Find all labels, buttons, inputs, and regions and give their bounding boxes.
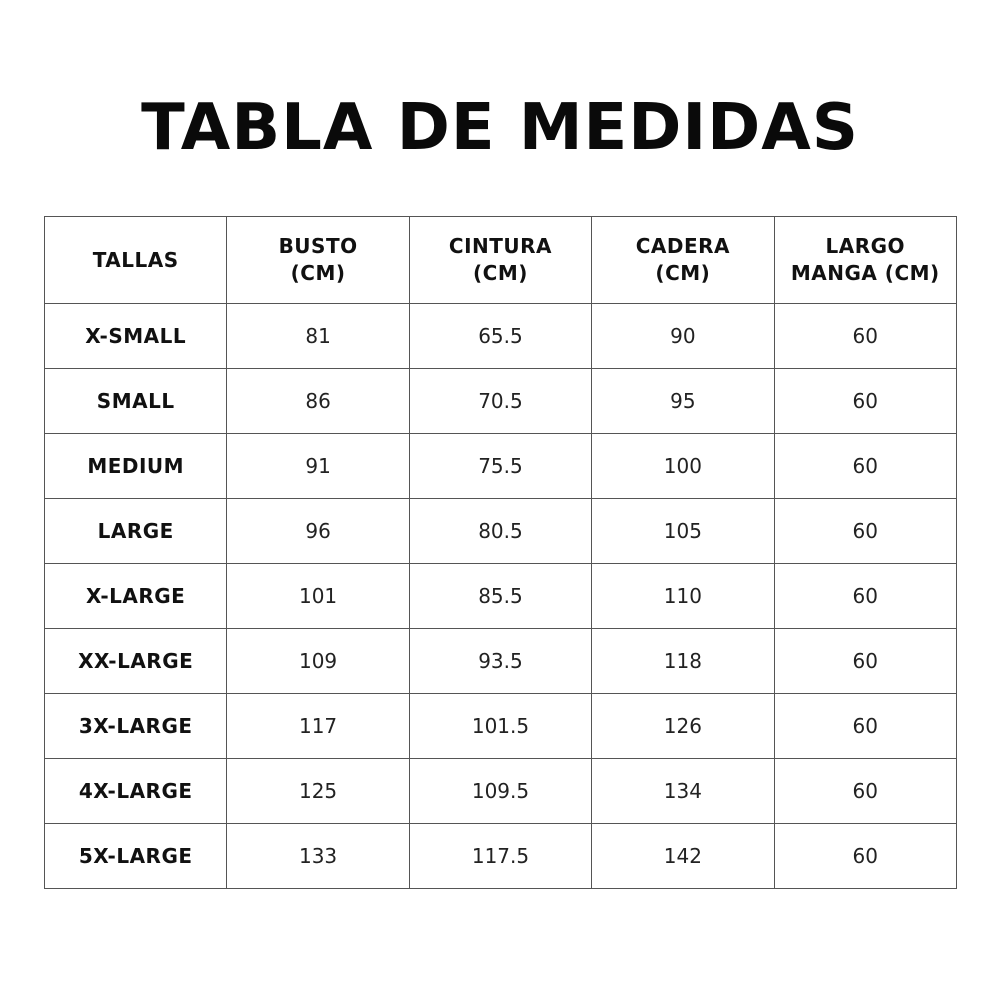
largo-manga-cell: 60 — [774, 369, 956, 434]
size-cell: SMALL — [45, 369, 227, 434]
cintura-cell: 80.5 — [409, 499, 591, 564]
cintura-cell: 75.5 — [409, 434, 591, 499]
header-tallas — [45, 217, 227, 304]
busto-cell: 81 — [227, 304, 409, 369]
table-body — [45, 304, 957, 889]
size-cell: LARGE — [45, 499, 227, 564]
table-row — [45, 694, 957, 759]
cadera-cell: 95 — [592, 369, 774, 434]
cintura-cell: 93.5 — [409, 629, 591, 694]
busto-cell: 109 — [227, 629, 409, 694]
header-row — [45, 217, 957, 304]
header-cintura-line-1: CINTURA — [448, 234, 553, 258]
cintura-cell: 70.5 — [409, 369, 591, 434]
size-cell: 4X-LARGE — [45, 759, 227, 824]
cadera-cell: 90 — [592, 304, 774, 369]
largo-manga-cell: 60 — [774, 759, 956, 824]
cadera-cell: 110 — [592, 564, 774, 629]
table-header — [45, 217, 957, 304]
size-cell: XX-LARGE — [45, 629, 227, 694]
cintura-cell: 85.5 — [409, 564, 591, 629]
size-cell: X-SMALL — [45, 304, 227, 369]
size-chart-table — [44, 216, 957, 889]
busto-cell: 91 — [227, 434, 409, 499]
table-row — [45, 434, 957, 499]
header-cadera-line-2: (CM) — [655, 261, 711, 285]
largo-manga-cell: 60 — [774, 434, 956, 499]
busto-cell: 86 — [227, 369, 409, 434]
largo-manga-cell: 60 — [774, 499, 956, 564]
largo-manga-cell: 60 — [774, 304, 956, 369]
busto-cell: 133 — [227, 824, 409, 889]
table-row — [45, 304, 957, 369]
header-cintura — [409, 217, 591, 304]
table-row — [45, 369, 957, 434]
header-largo-manga-line-2: MANGA (CM) — [790, 261, 940, 285]
busto-cell: 125 — [227, 759, 409, 824]
header-cadera — [592, 217, 774, 304]
size-cell: MEDIUM — [45, 434, 227, 499]
size-cell: X-LARGE — [45, 564, 227, 629]
header-cadera-line-1: CADERA — [635, 234, 731, 258]
busto-cell: 117 — [227, 694, 409, 759]
largo-manga-cell: 60 — [774, 564, 956, 629]
header-largo-manga — [774, 217, 956, 304]
cadera-cell: 126 — [592, 694, 774, 759]
cintura-cell: 109.5 — [409, 759, 591, 824]
table-row — [45, 499, 957, 564]
header-cintura-line-2: (CM) — [473, 261, 528, 285]
largo-manga-cell: 60 — [774, 824, 956, 889]
cadera-cell: 100 — [592, 434, 774, 499]
size-cell: 5X-LARGE — [45, 824, 227, 889]
largo-manga-cell: 60 — [774, 694, 956, 759]
cintura-cell: 65.5 — [409, 304, 591, 369]
cadera-cell: 142 — [592, 824, 774, 889]
page-title: TABLA DE MEDIDAS — [141, 91, 859, 165]
table-row — [45, 564, 957, 629]
header-busto — [227, 217, 409, 304]
table-row — [45, 824, 957, 889]
cadera-cell: 134 — [592, 759, 774, 824]
size-cell: 3X-LARGE — [45, 694, 227, 759]
cadera-cell: 118 — [592, 629, 774, 694]
header-tallas-label: TALLAS — [92, 247, 179, 272]
header-busto-line-1: BUSTO — [278, 234, 358, 258]
largo-manga-cell: 60 — [774, 629, 956, 694]
busto-cell: 101 — [227, 564, 409, 629]
header-largo-manga-line-1: LARGO — [825, 234, 906, 258]
table-row — [45, 759, 957, 824]
table-row — [45, 629, 957, 694]
cintura-cell: 117.5 — [409, 824, 591, 889]
cintura-cell: 101.5 — [409, 694, 591, 759]
header-busto-line-2: (CM) — [290, 261, 346, 285]
cadera-cell: 105 — [592, 499, 774, 564]
busto-cell: 96 — [227, 499, 409, 564]
